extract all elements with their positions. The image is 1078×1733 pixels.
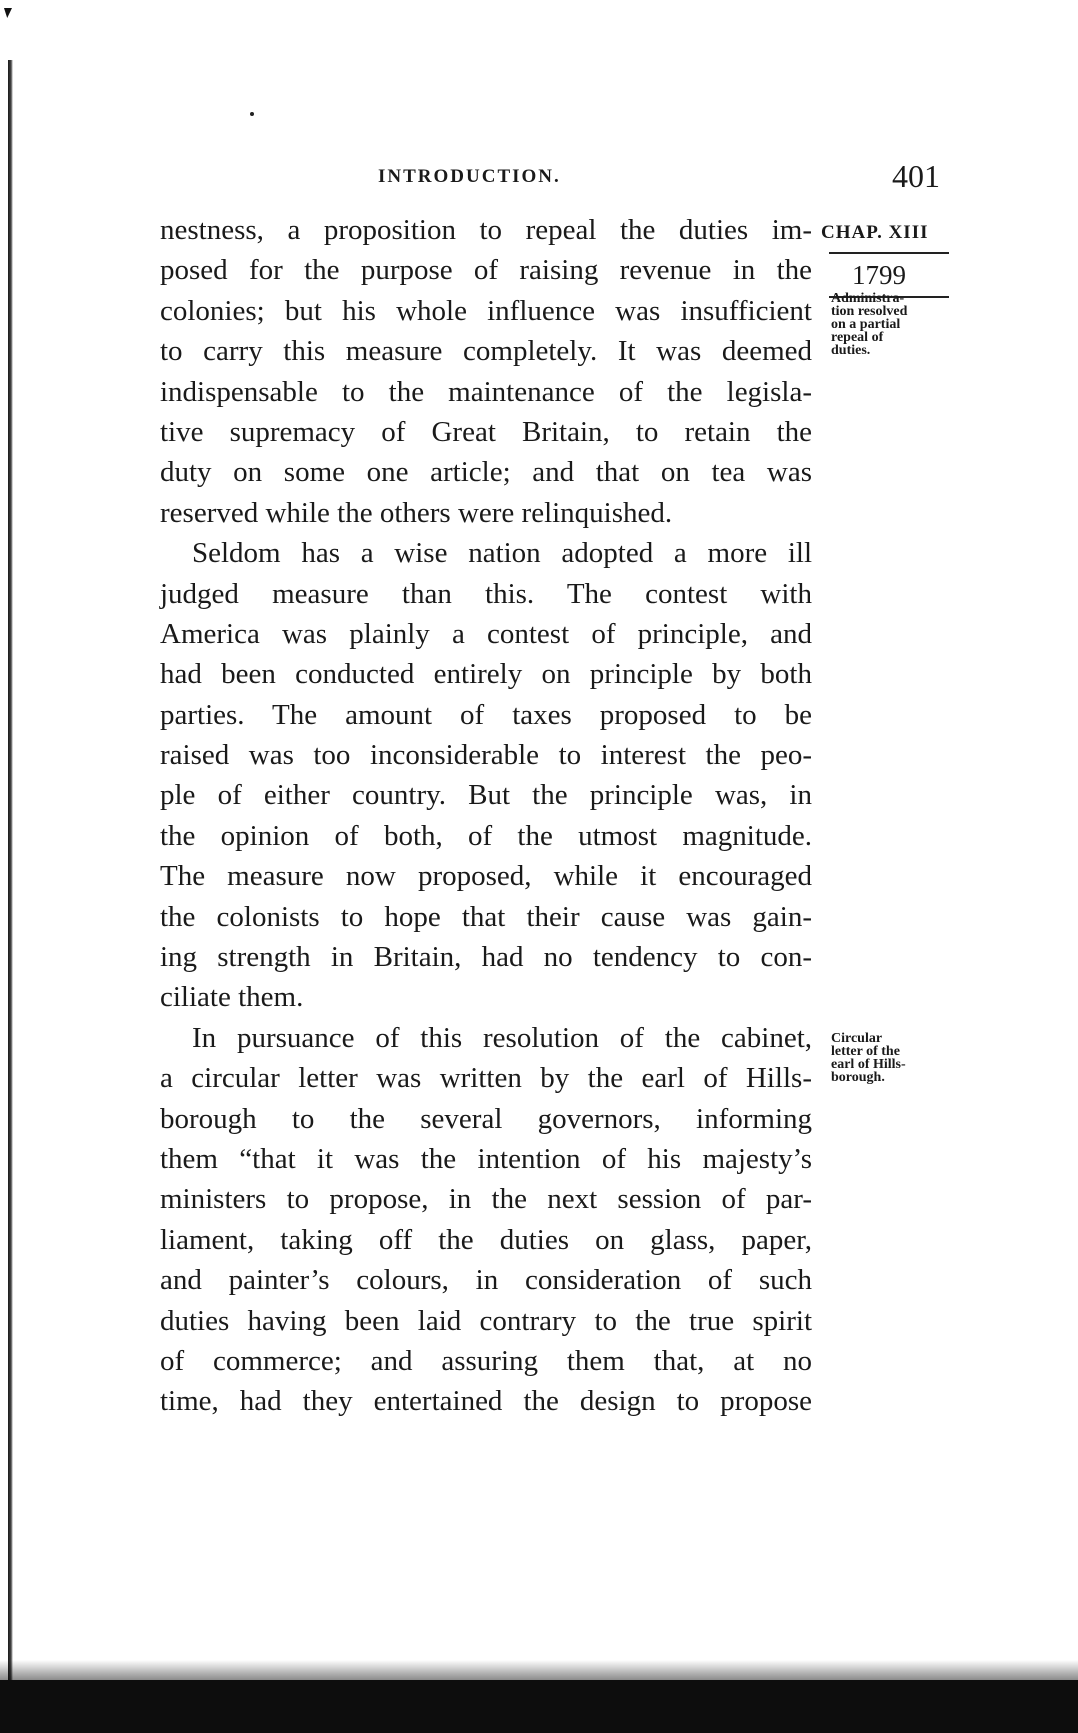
paragraph (160, 210, 812, 533)
text-line: had been conducted entirely on principle by both (160, 658, 812, 691)
text-line: In pursuance of this resolution of the cabinet, (192, 1021, 812, 1054)
text-line: duties having been laid contrary to the true spirit (160, 1304, 812, 1337)
margin-note-circular-letter (831, 1032, 951, 1084)
text-line: ple of either country. But the principle was, in (160, 779, 812, 812)
page-left-edge (8, 60, 13, 1680)
text-line: ministers to propose, in the next session of par- (160, 1183, 812, 1216)
scan-shadow (0, 1660, 1078, 1682)
text-line: liament, taking off the duties on glass, paper, (160, 1223, 812, 1256)
text-line: borough to the several governors, informing (160, 1102, 812, 1135)
margin-note-line: tion resolved (831, 304, 908, 319)
margin-note-line: letter of the (831, 1044, 900, 1059)
text-line: nestness, a proposition to repeal the duties im- (160, 214, 812, 246)
margin-note-line: duties. (831, 343, 871, 358)
text-line: Seldom has a wise nation adopted a more ill (192, 537, 812, 570)
text-line: a circular letter was written by the earl of Hills- (160, 1062, 812, 1095)
text-line: the colonists to hope that their cause was gain- (160, 900, 812, 933)
paragraph (160, 533, 812, 1018)
text-line: the opinion of both, of the utmost magnitude. (160, 819, 812, 852)
text-line: posed for the purpose of raising revenue in the (160, 254, 812, 287)
text-line: indispensable to the maintenance of the legisla- (160, 375, 812, 408)
margin-chapter: CHAP. XIII (821, 222, 929, 243)
margin-note-line: borough. (831, 1070, 885, 1085)
text-line: colonies; but his whole influence was insufficient (160, 294, 812, 327)
margin-note-line: repeal of (831, 330, 884, 345)
margin-note-line: Administra- (831, 291, 905, 306)
text-line: tive supremacy of Great Britain, to retain the (160, 415, 812, 448)
text-line: time, had they entertained the design to propose (160, 1385, 812, 1418)
text-line: to carry this measure completely. It was deemed (160, 335, 812, 368)
text-line: duty on some one article; and that on tea was (160, 456, 812, 489)
margin-note-line: Circular (831, 1031, 883, 1046)
text-line: of commerce; and assuring them that, at no (160, 1344, 812, 1377)
text-line: America was plainly a contest of principle, and (160, 617, 812, 650)
body-text (160, 210, 812, 1422)
text-line: ciliate them. (160, 981, 304, 1014)
margin-note-line: earl of Hills- (831, 1057, 906, 1072)
scan-bottom-edge (0, 1680, 1078, 1733)
scan-speck (4, 8, 12, 18)
margin-note-line: on a partial (831, 317, 901, 332)
text-line: judged measure than this. The contest with (160, 577, 812, 610)
text-line: reserved while the others were relinquished. (160, 496, 673, 529)
text-line: The measure now proposed, while it encouraged (160, 860, 812, 893)
text-line: parties. The amount of taxes proposed to be (160, 698, 812, 731)
text-line: ing strength in Britain, had no tendency to con- (160, 941, 812, 974)
ink-dot (250, 112, 254, 116)
text-line: and painter’s colours, in consideration of such (160, 1264, 812, 1297)
running-head: INTRODUCTION. (378, 166, 561, 187)
margin-year: 1799 (852, 260, 906, 290)
margin-note-administration (831, 292, 951, 357)
text-line: them “that it was the intention of his majesty’s (160, 1142, 812, 1175)
margin-rule (829, 252, 949, 254)
paragraph (160, 1018, 812, 1422)
text-line: raised was too inconsiderable to interest the peo- (160, 739, 812, 772)
page-number: 401 (892, 158, 940, 194)
